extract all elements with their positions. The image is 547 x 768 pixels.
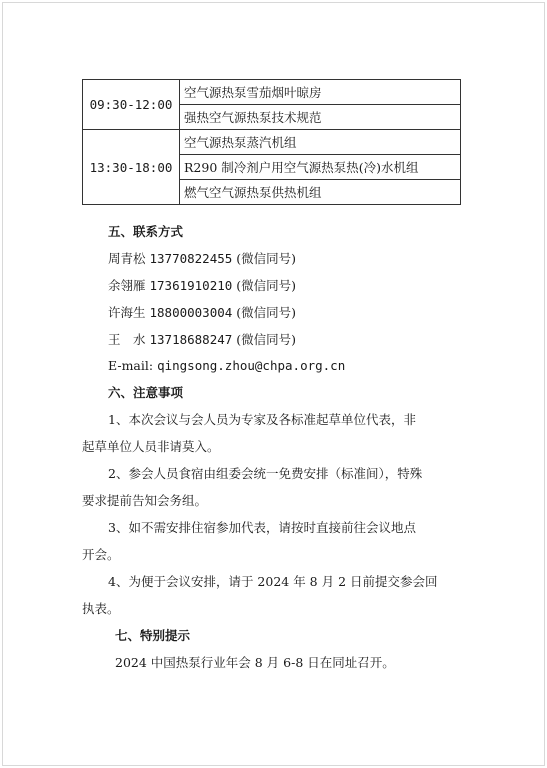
contact-line (108, 332, 296, 348)
special-heading: 七、特别提示 (115, 628, 191, 643)
contact-line (108, 305, 296, 321)
note-item-line1: 4、为便于会议安排，请于 2024 年 8 月 2 日前提交参会回 (108, 574, 438, 589)
contact-note: (微信同号) (236, 251, 297, 266)
email-address[interactable]: qingsong.zhou@chpa.org.cn (157, 358, 346, 373)
contact-phone: 13770822455 (149, 251, 233, 266)
topic-cell: 空气源热泵蒸汽机组 (180, 130, 461, 155)
contact-phone: 17361910210 (149, 278, 233, 293)
note-item-line2: 要求提前告知会务组。 (82, 493, 208, 508)
note-item-line2: 起草单位人员非请莫入。 (82, 439, 220, 454)
special-text: 2024 中国热泵行业年会 8 月 6-8 日在同址召开。 (115, 655, 395, 670)
contact-name: 王 水 (108, 332, 146, 347)
contact-line (108, 278, 296, 294)
contact-phone: 18800003004 (149, 305, 233, 320)
table-row (83, 80, 461, 105)
topic-cell: R290 制冷剂户用空气源热泵热(冷)水机组 (180, 155, 461, 180)
contact-note: (微信同号) (236, 305, 297, 320)
note-item-line1: 1、本次会议与会人员为专家及各标准起草单位代表，非 (108, 412, 416, 427)
topic-cell: 空气源热泵雪茄烟叶晾房 (180, 80, 461, 105)
topic-cell: 强热空气源热泵技术规范 (180, 105, 461, 130)
contact-phone: 13718688247 (149, 332, 233, 347)
table-row (83, 130, 461, 155)
contact-name: 周青松 (108, 251, 146, 266)
email-label: E-mail: (108, 358, 154, 373)
note-item-line2: 执表。 (82, 601, 120, 616)
contact-note: (微信同号) (236, 278, 297, 293)
note-item-line2: 开会。 (82, 547, 120, 562)
contact-email-line (108, 358, 345, 374)
contact-name: 许海生 (108, 305, 146, 320)
time-cell: 13:30-18:00 (83, 130, 180, 205)
time-cell: 09:30-12:00 (83, 80, 180, 130)
note-item-line1: 2、参会人员食宿由组委会统一免费安排（标准间），特殊 (108, 466, 423, 481)
contact-note: (微信同号) (236, 332, 297, 347)
contact-line (108, 251, 296, 267)
note-item-line1: 3、如不需安排住宿参加代表，请按时直接前往会议地点 (108, 520, 416, 535)
topic-cell: 燃气空气源热泵供热机组 (180, 180, 461, 205)
notes-heading: 六、注意事项 (108, 385, 184, 400)
schedule-table (82, 79, 461, 205)
contact-name: 余翎雁 (108, 278, 146, 293)
contact-heading: 五、联系方式 (108, 224, 184, 239)
